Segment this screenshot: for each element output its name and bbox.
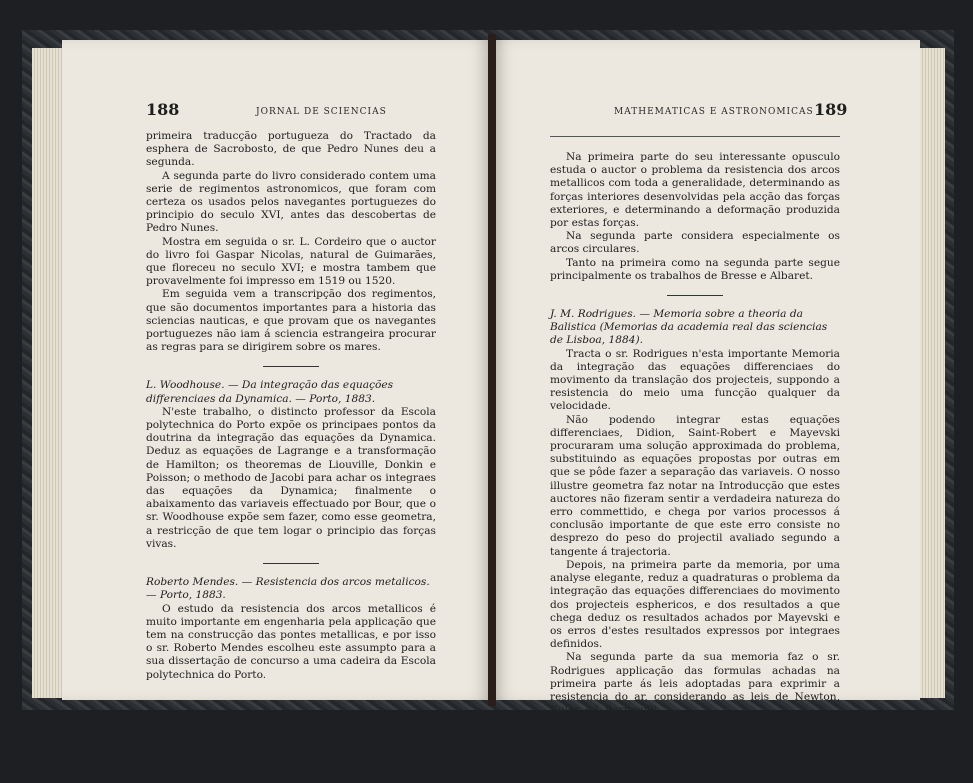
left-paragraph-1: primeira traducção portugueza do Tractado da esphera de Sacrobosto, de que Pedro Nunes deu a segunda. [146,130,436,169]
left-text-column [146,130,436,682]
right-running-head: MATHEMATICAS E ASTRONOMICAS [614,107,814,117]
left-running-head: JORNAL DE SCIENCIAS [256,107,387,117]
left-paragraph-3: Mostra em seguida o sr. L. Cordeiro que o auctor do livro foi Gaspar Nicolas, natural de Guimarães, que floreceu no seculo XVI; e mostra tambem que provavelmente foi impresso em 1519 ou 1520. [146,235,436,288]
header-rule [550,136,840,137]
right-entry-paragraph-1: Tracta o sr. Rodrigues n'esta importante Memoria da integração das equações differenciaes do movimento da translação dos projecteis, suppondo a resistencia do meio uma funcção qualquer da velocidade. [550,347,840,413]
right-text-column [550,130,840,783]
right-entry-paragraph-5: Na terceira parte estuda, por uma analyse semelhante, o movimento de translação dos projecteis oblongos. [550,717,840,756]
left-paragraph-2: A segunda parte do livro considerado contem uma serie de regimentos astronomicos, que foram com certeza os usados pelos navegantes portuguezes do principio do seculo XVI, antes das descobertas de Pedro Nunes. [146,169,436,235]
left-paragraph-4: Em seguida vem a transcripção dos regimentos, que são documentos importantes para a historia das sciencias nauticas, e que provam que os navegantes portuguezes não iam á sciencia estrangeira procurar as regras para se dirigirem sobre os mares. [146,288,436,354]
entry-text-woodhouse: N'este trabalho, o distincto professor da Escola polytechnica do Porto expõe os principaes pontos da doutrina da integração das equações da Dynamica. Deduz as equações de Lagrange e a transformação de Hamilton; os theoremas de Liouville, Donkin e Poisson; o methodo de Jacobi para achar os integraes das equações da Dynamica; finalmente o abaixamento das variaveis effectuado por Bour, que o sr. Woodhouse expõe sem fazer, como esse geometra, a restricção de que tem logar o principio das forças vivas. [146,405,436,550]
page-block-right [917,48,945,698]
entry-title-mendes: Roberto Mendes. — Resistencia dos arcos metalicos. — Porto, 1883. [146,576,430,602]
entry-title-rodrigues: J. M. Rodrigues. — Memoria sobre a theoria da Balistica (Memorias da academia real das sciencias de Lisboa, 1884). [550,308,828,347]
right-page-number: 189 [814,100,848,119]
left-page-number: 188 [146,100,180,119]
right-intro-paragraph-1: Na primeira parte do seu interessante opusculo estuda o auctor o problema da resistencia dos arcos metallicos com toda a generalidade, determinando as forças interiores desenvolvidas pela acção das forças exteriores, e determinando a deformação produzida por estas forças. [550,151,840,230]
section-divider [263,563,319,564]
entry-text-mendes: O estudo da resistencia dos arcos metallicos é muito importante em engenharia pela applicação que tem na construcção das pontes metallicas, e por isso o sr. Roberto Mendes escolheu este assumpto para a sua dissertação de concurso a uma cadeira da Escola polytechnica do Porto. [146,602,436,681]
section-divider [263,366,319,367]
left-page-header [62,98,492,122]
right-entry-paragraph-3: Depois, na primeira parte da memoria, por uma analyse elegante, reduz a quadraturas o problema da integração das equações differenciaes do movimento dos projecteis esphericos, e dos resultados a que chega deduz os resultados achados por Mayevski e os erros d'estes resultados expressos por integraes definidos. [550,558,840,651]
right-page-header [492,98,920,122]
left-page [62,40,492,700]
right-entry-paragraph-6: Por esta curta noticia vê-se a importancia do trabalho do sr. [550,756,840,783]
right-entry-paragraph-2: Não podendo integrar estas equações differenciaes, Didion, Saint-Robert e Mayevski procuraram uma solução approximada do problema, substituindo as equações propostas por outras em que se pôde fazer a separação das variaveis. O nosso illustre geometra faz notar na Introducção que estes auctores não fizeram sentir a verdadeira natureza do erro commettido, e chega por varios processos á conclusão importante de que este erro consiste no desprezo do peso do projectil avaliado segundo a tangente á trajectoria. [550,413,840,558]
right-intro-paragraph-3: Tanto na primeira como na segunda parte segue principalmente os trabalhos de Bresse e Albaret. [550,256,840,282]
book-gutter [488,34,496,706]
right-page [492,40,920,783]
page-block-left [32,48,66,698]
entry-title-woodhouse: L. Woodhouse. — Da integração das equações differenciaes da Dynamica. — Porto, 1883. [146,379,394,405]
right-entry-paragraph-4: Na segunda parte da sua memoria faz o sr. Rodrigues applicação das formulas achadas na primeira parte ás leis adoptadas para exprimir a resistencia do ar, considerando as leis de Newton, Euler, e J. Bernouilli. [550,651,840,717]
section-divider [667,295,723,296]
right-intro-paragraph-2: Na segunda parte considera especialmente os arcos circulares. [550,230,840,256]
